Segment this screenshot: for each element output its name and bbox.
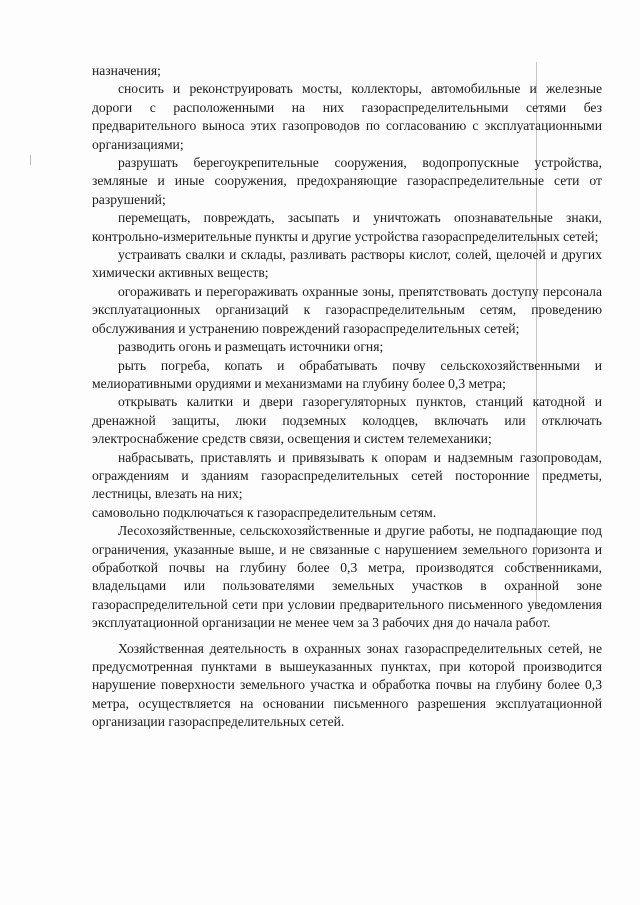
scan-mark: [30, 155, 31, 165]
paragraph: сносить и реконструировать мосты, коллекторы, автомобильные и железные дороги с расположенными на них газораспределительными сетями без предварительного выноса этих газопроводов по согласованию с эксплуатационными организациями;: [92, 81, 602, 152]
paragraph: разводить огонь и размещать источники огня;: [118, 339, 384, 355]
paragraph: рыть погреба, копать и обрабатывать почву сельскохозяйственными и мелиоративными орудиями и механизмами на глубину более 0,3 метра;: [92, 357, 602, 391]
paragraph: назначения;: [92, 63, 161, 78]
document-body: [92, 62, 602, 732]
paragraph: открывать калитки и двери газорегуляторных пунктов, станций катодной и дренажной защиты, люки подземных колодцев, включать или отключать электроснабжение средств связи, освещения и систем телемеханики;: [92, 394, 602, 447]
paragraph: перемещать, повреждать, засыпать и уничтожать опознавательные знаки, контрольно-измерительные пункты и другие устройства газораспределительных сетей;: [92, 210, 602, 244]
paragraph: устраивать свалки и склады, разливать растворы кислот, солей, щелочей и других химически активных веществ;: [92, 247, 602, 281]
paragraph: Лесохозяйственные, сельскохозяйственные и другие работы, не подпадающие под ограничения, указанные выше, и не связанные с нарушением земельного горизонта и обработкой почвы на глубину более 0,3 метра, производятся собственниками, владельцами или пользователями земельных участков в охранной зоне газораспределительной сети при условии предварительного письменного уведомления эксплуатационной организации не менее чем за 3 рабочих дня до начала работ.: [92, 523, 602, 631]
paragraph: огораживать и перегораживать охранные зоны, препятствовать доступу персонала эксплуатационных организаций к газораспределительным сетям, проведению обслуживания и устранению повреждений газораспределительных сетей;: [92, 283, 602, 336]
paragraph: Хозяйственная деятельность в охранных зонах газораспределительных сетей, не предусмотренная пунктами в вышеуказанных пунктах, при которой производится нарушение поверхности земельного участка и обработка почвы на глубину более 0,3 метра, осуществляется на основании письменного разрешения эксплуатационной организации газораспределительных сетей.: [92, 640, 602, 730]
paragraph: самовольно подключаться к газораспределительным сетям.: [92, 504, 437, 520]
paragraph: разрушать берегоукрепительные сооружения, водопропускные устройства, земляные и иные сооружения, предохраняющие газораспределительные сети от разрушений;: [92, 155, 602, 207]
paragraph: набрасывать, приставлять и привязывать к опорам и надземным газопроводам, ограждениям и зданиям газораспределительных сетей посторонние предметы, лестницы, влезать на них;: [92, 449, 602, 502]
